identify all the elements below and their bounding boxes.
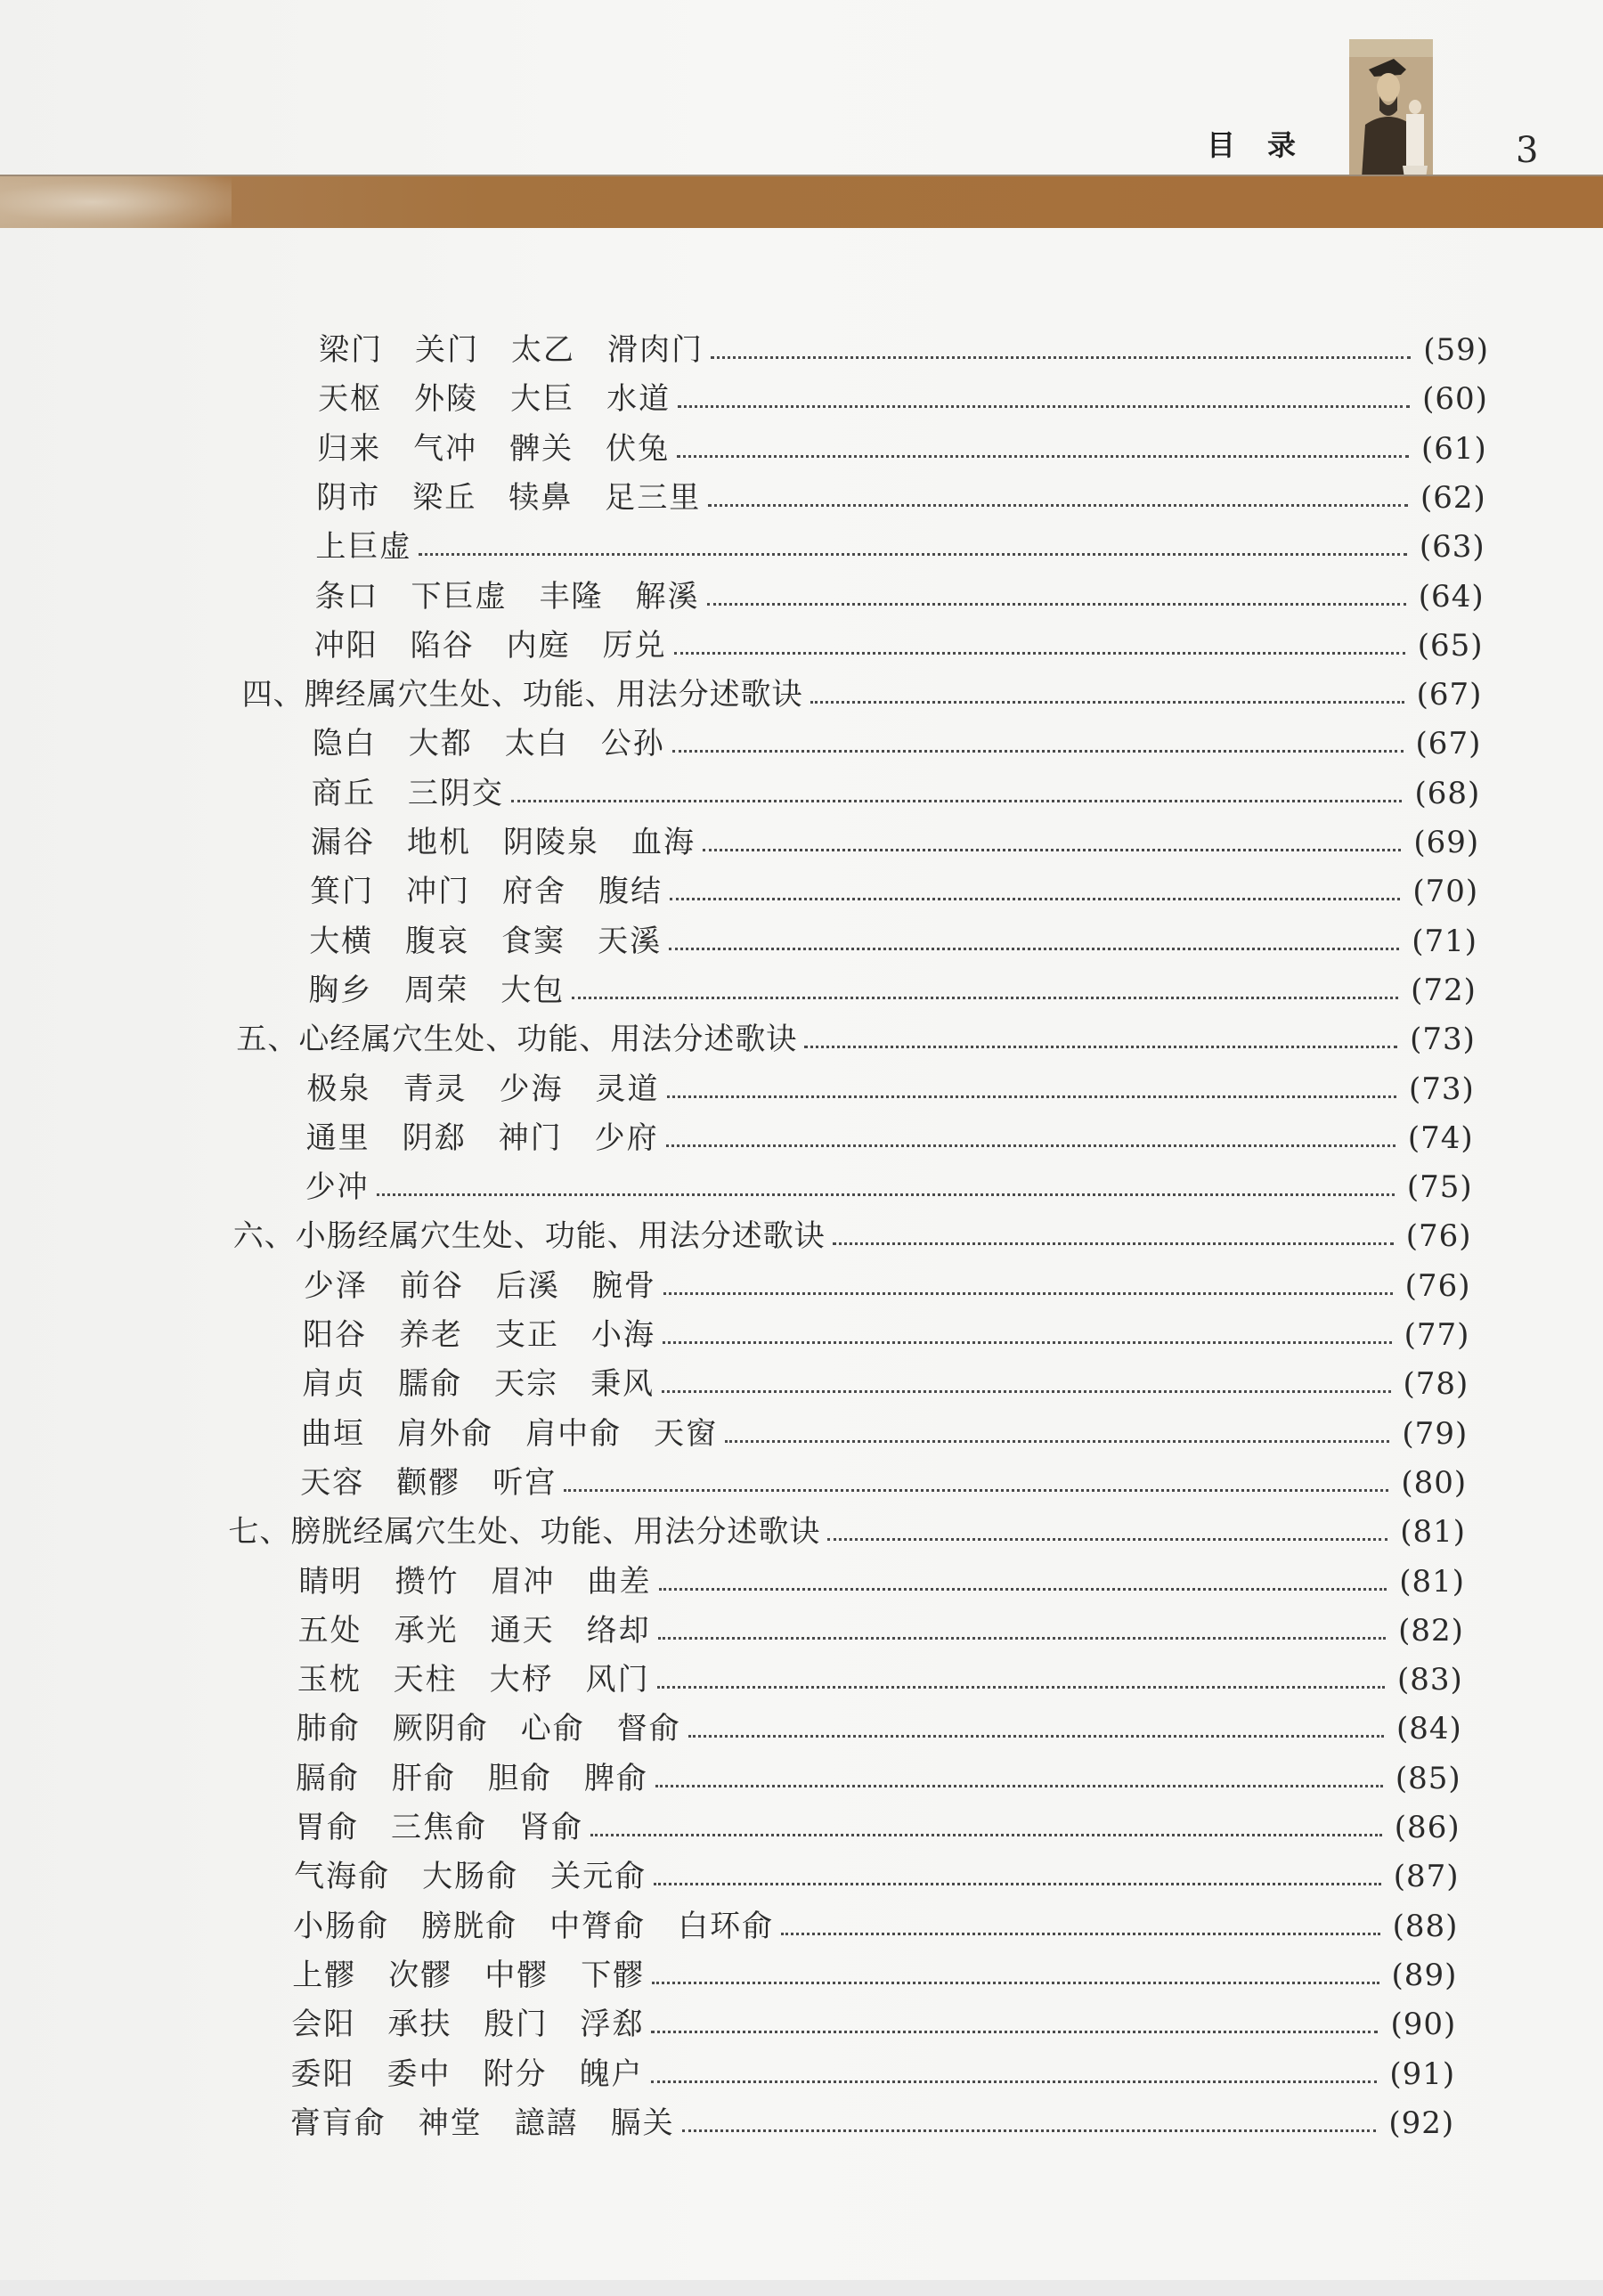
toc-entry[interactable] xyxy=(297,1646,1463,1698)
toc-entry-page: (73) xyxy=(1410,1022,1476,1058)
toc-dot-leader xyxy=(678,404,1410,408)
toc-entry-page: (61) xyxy=(1421,430,1487,467)
toc-dot-leader xyxy=(688,1734,1384,1738)
toc-entry-label: 上髎 次髎 中髎 下髎 xyxy=(292,1957,646,1993)
toc-entry[interactable] xyxy=(296,1745,1461,1794)
toc-entry-page: (59) xyxy=(1423,332,1489,368)
toc-entry[interactable] xyxy=(319,316,1489,368)
toc-entry-page: (78) xyxy=(1403,1366,1469,1403)
toc-dot-leader xyxy=(703,848,1401,851)
toc-entry-page: (83) xyxy=(1397,1662,1463,1698)
toc-entry-label: 隐白 大都 太白 公孙 xyxy=(312,726,665,762)
toc-dot-leader xyxy=(672,749,1404,753)
toc-entry-page: (67) xyxy=(1416,677,1483,713)
toc-entry[interactable] xyxy=(316,464,1486,516)
toc-entry[interactable] xyxy=(294,1843,1460,1895)
toc-section-entry[interactable] xyxy=(228,1498,1467,1551)
toc-entry-page: (85) xyxy=(1395,1760,1461,1796)
toc-dot-leader xyxy=(564,1488,1388,1492)
toc-entry-label: 阴市 梁丘 犊鼻 足三里 xyxy=(316,479,702,516)
toc-dot-leader xyxy=(651,2030,1378,2033)
toc-entry[interactable] xyxy=(301,1400,1469,1452)
toc-entry[interactable] xyxy=(308,957,1477,1006)
toc-entry-label: 七、膀胱经属穴生处、功能、用法分述歌诀 xyxy=(228,1514,821,1551)
toc-dot-leader xyxy=(654,1882,1381,1885)
toc-entry-page: (71) xyxy=(1412,923,1478,959)
toc-entry-label: 会阳 承扶 殷门 浮郄 xyxy=(291,2007,645,2043)
toc-dot-leader xyxy=(781,1932,1379,1935)
toc-entry-label: 五处 承光 通天 络却 xyxy=(297,1612,651,1649)
toc-entry[interactable] xyxy=(306,1055,1475,1107)
toc-dot-leader xyxy=(663,1340,1392,1344)
toc-dot-leader xyxy=(419,552,1406,556)
toc-entry-page: (69) xyxy=(1413,825,1480,860)
toc-section-entry[interactable] xyxy=(236,1006,1476,1058)
toc-dot-leader xyxy=(590,1833,1382,1836)
toc-entry[interactable] xyxy=(309,908,1477,957)
toc-dot-leader xyxy=(708,503,1408,507)
toc-entry[interactable] xyxy=(298,1548,1466,1600)
toc-dot-leader xyxy=(667,1095,1397,1098)
toc-section-entry[interactable] xyxy=(232,1202,1472,1255)
toc-entry-label: 胃俞 三焦俞 肾俞 xyxy=(295,1810,583,1845)
toc-section-entry[interactable] xyxy=(241,661,1483,713)
toc-dot-leader xyxy=(682,2129,1377,2132)
toc-entry-label: 商丘 三阴交 xyxy=(311,775,504,811)
toc-entry-page: (74) xyxy=(1407,1120,1474,1156)
toc-entry[interactable] xyxy=(310,858,1479,910)
toc-entry-label: 天枢 外陵 大巨 水道 xyxy=(318,381,671,418)
toc-entry-page: (73) xyxy=(1409,1071,1475,1107)
toc-entry[interactable] xyxy=(290,2040,1456,2092)
toc-entry[interactable] xyxy=(317,415,1487,467)
toc-entry-page: (72) xyxy=(1411,972,1477,1008)
toc-dot-leader xyxy=(662,1389,1390,1393)
toc-dot-leader xyxy=(711,355,1411,359)
toc-entry-page: (91) xyxy=(1389,2056,1456,2092)
toc-entry[interactable] xyxy=(303,1301,1470,1353)
toc-entry-label: 极泉 青灵 少海 灵道 xyxy=(306,1071,660,1107)
toc-entry-page: (84) xyxy=(1396,1711,1462,1747)
scholar-portrait-icon xyxy=(1349,39,1433,178)
toc-entry[interactable] xyxy=(314,563,1485,615)
toc-entry[interactable] xyxy=(300,1449,1468,1501)
toc-entry-label: 梁门 关门 太乙 滑肉门 xyxy=(319,332,704,368)
toc-entry[interactable] xyxy=(291,1991,1457,2043)
toc-entry-label: 归来 气冲 髀关 伏兔 xyxy=(317,430,671,467)
toc-entry-label: 膈俞 肝俞 胆俞 脾俞 xyxy=(295,1760,648,1796)
toc-entry[interactable] xyxy=(315,513,1485,566)
toc-entry-label: 少冲 xyxy=(305,1169,370,1206)
toc-entry[interactable] xyxy=(312,760,1480,809)
header-band xyxy=(0,176,1603,228)
table-of-contents xyxy=(0,316,1603,2151)
toc-entry-label: 上巨虚 xyxy=(315,529,412,566)
band-texture xyxy=(0,176,232,228)
toc-entry-label: 肺俞 厥阴俞 心俞 督俞 xyxy=(296,1711,681,1747)
toc-entry-label: 六、小肠经属穴生处、功能、用法分述歌诀 xyxy=(232,1218,826,1255)
toc-dot-leader xyxy=(804,1045,1397,1048)
toc-entry[interactable] xyxy=(311,809,1479,858)
toc-dot-leader xyxy=(651,2080,1378,2083)
toc-entry-label: 冲阳 陷谷 内庭 厉兑 xyxy=(313,627,667,664)
toc-entry-label: 大横 腹哀 食窦 天溪 xyxy=(309,923,663,959)
toc-entry-page: (65) xyxy=(1417,627,1484,664)
toc-entry-page: (70) xyxy=(1412,874,1479,910)
page-number: 3 xyxy=(1516,130,1539,171)
toc-entry-label: 天容 颧髎 听宫 xyxy=(300,1464,557,1501)
toc-dot-leader xyxy=(725,1439,1389,1443)
toc-entry-page: (76) xyxy=(1404,1267,1471,1304)
toc-entry[interactable] xyxy=(303,1252,1471,1304)
toc-dot-leader xyxy=(659,1587,1387,1591)
toc-entry[interactable] xyxy=(313,612,1484,664)
footer-strip xyxy=(0,2280,1603,2296)
toc-entry[interactable] xyxy=(305,1104,1474,1156)
toc-dot-leader xyxy=(833,1242,1394,1245)
toc-entry-page: (75) xyxy=(1406,1169,1473,1206)
toc-entry-page: (88) xyxy=(1392,1908,1459,1944)
toc-dot-leader xyxy=(827,1537,1387,1541)
toc-entry[interactable] xyxy=(297,1597,1464,1649)
toc-entry-label: 阳谷 养老 支正 小海 xyxy=(303,1317,655,1353)
toc-entry-page: (92) xyxy=(1388,2105,1455,2141)
toc-entry-label: 胸乡 周荣 大包 xyxy=(308,972,566,1008)
toc-entry-label: 漏谷 地机 阴陵泉 血海 xyxy=(311,825,696,860)
toc-entry[interactable] xyxy=(305,1153,1473,1206)
toc-entry-page: (67) xyxy=(1415,726,1482,762)
toc-entry-page: (79) xyxy=(1402,1415,1469,1452)
toc-entry-page: (76) xyxy=(1405,1218,1472,1255)
toc-entry-page: (63) xyxy=(1419,529,1485,566)
toc-entry-page: (82) xyxy=(1398,1612,1464,1649)
toc-entry-label: 肩贞 臑俞 天宗 秉风 xyxy=(302,1366,655,1403)
toc-entry[interactable] xyxy=(289,2089,1455,2141)
toc-entry-page: (81) xyxy=(1400,1514,1467,1551)
toc-entry-label: 气海俞 大肠俞 关元俞 xyxy=(294,1859,647,1895)
toc-entry[interactable] xyxy=(293,1893,1458,1942)
toc-entry-label: 膏肓俞 神堂 譩譆 膈关 xyxy=(289,2105,675,2141)
toc-entry-label: 睛明 攒竹 眉冲 曲差 xyxy=(298,1563,652,1600)
toc-entry-page: (81) xyxy=(1399,1563,1465,1600)
page-header-title: 目录 xyxy=(1207,128,1329,162)
toc-entry-page: (64) xyxy=(1418,578,1485,615)
toc-entry-page: (77) xyxy=(1404,1317,1470,1353)
toc-entry[interactable] xyxy=(318,365,1488,418)
toc-entry[interactable] xyxy=(296,1695,1462,1747)
toc-dot-leader xyxy=(377,1193,1395,1196)
toc-entry-label: 小肠俞 膀胱俞 中膂俞 白环俞 xyxy=(293,1908,775,1944)
toc-entry[interactable] xyxy=(295,1794,1461,1843)
toc-dot-leader xyxy=(670,897,1400,900)
toc-entry-label: 五、心经属穴生处、功能、用法分述歌诀 xyxy=(236,1022,798,1058)
toc-entry-page: (87) xyxy=(1393,1859,1460,1895)
toc-entry-page: (80) xyxy=(1401,1464,1468,1501)
toc-dot-leader xyxy=(674,651,1405,655)
toc-entry-page: (90) xyxy=(1390,2007,1457,2043)
toc-entry-label: 条口 下巨虚 丰隆 解溪 xyxy=(314,578,700,615)
toc-entry-label: 玉枕 天柱 大杼 风门 xyxy=(297,1662,650,1698)
toc-dot-leader xyxy=(657,1685,1385,1689)
toc-entry-page: (60) xyxy=(1422,381,1488,418)
toc-dot-leader xyxy=(669,947,1399,950)
toc-entry-label: 曲垣 肩外俞 肩中俞 天窗 xyxy=(301,1415,719,1452)
toc-dot-leader xyxy=(511,799,1403,802)
toc-dot-leader xyxy=(707,602,1406,606)
toc-entry-label: 委阳 委中 附分 魄户 xyxy=(290,2056,644,2092)
toc-entry[interactable] xyxy=(312,710,1482,762)
toc-dot-leader xyxy=(658,1636,1387,1640)
toc-dot-leader xyxy=(655,1784,1383,1787)
toc-entry-page: (62) xyxy=(1420,479,1486,516)
toc-entry[interactable] xyxy=(292,1942,1457,1991)
toc-dot-leader xyxy=(652,1981,1379,1984)
toc-dot-leader xyxy=(666,1144,1396,1147)
toc-entry-label: 四、脾经属穴生处、功能、用法分述歌诀 xyxy=(241,677,803,713)
toc-dot-leader xyxy=(677,454,1409,458)
toc-entry-label: 通里 阴郄 神门 少府 xyxy=(305,1120,659,1156)
toc-entry[interactable] xyxy=(302,1350,1469,1403)
toc-entry-page: (68) xyxy=(1414,775,1481,811)
portrait-illustration xyxy=(1349,39,1433,178)
toc-entry-page: (86) xyxy=(1394,1810,1461,1845)
toc-dot-leader xyxy=(572,996,1398,999)
toc-entry-page: (89) xyxy=(1391,1957,1458,1993)
toc-dot-leader xyxy=(663,1291,1393,1295)
toc-dot-leader xyxy=(810,700,1404,704)
toc-entry-label: 箕门 冲门 府舍 腹结 xyxy=(310,874,663,910)
toc-entry-label: 少泽 前谷 后溪 腕骨 xyxy=(303,1267,656,1304)
